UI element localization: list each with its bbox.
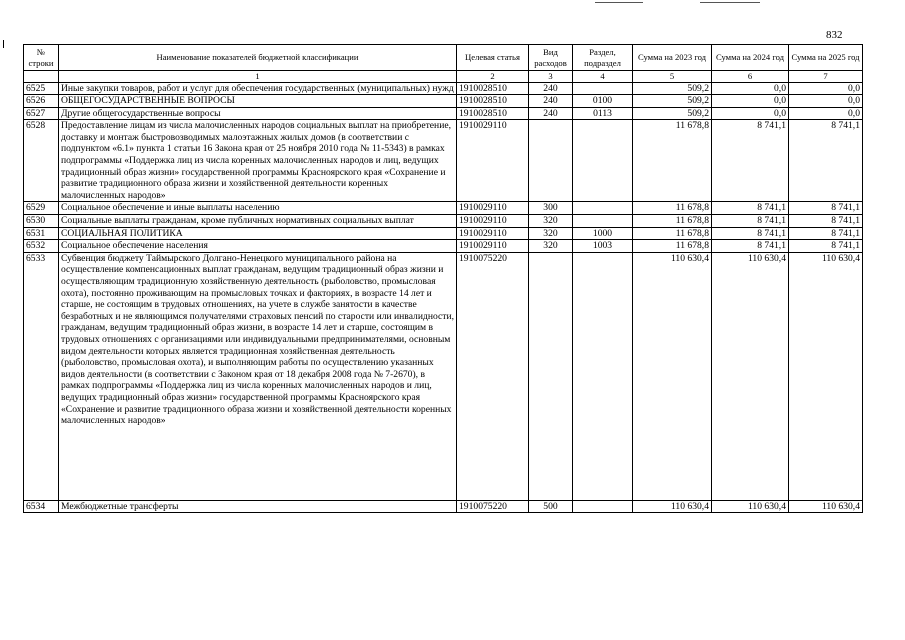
row-sum-2024: 0,0: [712, 107, 789, 120]
row-target: 1910075220: [457, 500, 529, 513]
table-row: [24, 500, 863, 513]
col-header-section: Раздел, подраздел: [573, 45, 633, 71]
row-section: [573, 252, 633, 500]
row-name: Социальное обеспечение населения: [59, 240, 457, 253]
row-name: Межбюджетные трансферты: [59, 500, 457, 513]
row-target: 1910029110: [457, 120, 529, 202]
row-section: [573, 202, 633, 215]
top-rule-right: [700, 2, 760, 3]
row-sum-2025: 8 741,1: [789, 202, 863, 215]
row-section: [573, 82, 633, 95]
table-row: [24, 120, 863, 202]
row-sum-2023: 110 630,4: [633, 252, 712, 500]
col-number: 1: [59, 71, 457, 83]
page-number: 832: [826, 29, 843, 41]
row-section: [573, 120, 633, 202]
table-row: [24, 240, 863, 253]
row-kind: 320: [529, 215, 573, 228]
table-row: [24, 95, 863, 108]
col-header-2023: Сумма на 2023 год: [633, 45, 712, 71]
row-sum-2023: 11 678,8: [633, 202, 712, 215]
row-name: Иные закупки товаров, работ и услуг для обеспечения государственных (муниципальных) нужд: [59, 82, 457, 95]
row-sum-2025: 0,0: [789, 82, 863, 95]
row-sum-2023: 509,2: [633, 107, 712, 120]
row-target: 1910028510: [457, 107, 529, 120]
row-sum-2025: 0,0: [789, 107, 863, 120]
col-header-target: Целевая статья: [457, 45, 529, 71]
row-sum-2023: 11 678,8: [633, 120, 712, 202]
row-sum-2024: 110 630,4: [712, 252, 789, 500]
table-row: [24, 202, 863, 215]
row-name: Социальные выплаты гражданам, кроме публичных нормативных социальных выплат: [59, 215, 457, 228]
row-name: Социальное обеспечение и иные выплаты населению: [59, 202, 457, 215]
row-sum-2024: 8 741,1: [712, 202, 789, 215]
row-sum-2025: 8 741,1: [789, 227, 863, 240]
row-sum-2024: 8 741,1: [712, 215, 789, 228]
col-number: 3: [529, 71, 573, 83]
row-sum-2025: 8 741,1: [789, 120, 863, 202]
row-target: 1910028510: [457, 95, 529, 108]
row-sum-2023: 509,2: [633, 95, 712, 108]
row-sum-2025: 8 741,1: [789, 240, 863, 253]
row-sum-2023: 110 630,4: [633, 500, 712, 513]
row-sum-2025: 8 741,1: [789, 215, 863, 228]
row-name: Предоставление лицам из числа малочисленных народов социальных выплат на приобретение, доставку и монтаж быстровозводимых малоэтажных жилых домов (в соответствии с подпунктом «6.1» пункта 1 статьи 16 Закона края от 25 ноября 2010 года № 11-5343) в рамках подпрограммы «Поддержка лиц из числа коренных малочисленных народов и лиц, ведущих традиционный образ жизни» государственной программы Красноярского края «Сохранение и развитие традиционного образа жизни и хозяйственной деятельности коренных малочисленных народов»: [59, 120, 457, 202]
row-number: 6530: [24, 215, 59, 228]
row-name: СОЦИАЛЬНАЯ ПОЛИТИКА: [59, 227, 457, 240]
row-number: 6531: [24, 227, 59, 240]
row-section: [573, 215, 633, 228]
col-header-2025: Сумма на 2025 год: [789, 45, 863, 71]
col-number: 2: [457, 71, 529, 83]
col-header-kind: Вид расходов: [529, 45, 573, 71]
row-sum-2024: 110 630,4: [712, 500, 789, 513]
row-kind: 500: [529, 500, 573, 513]
top-rule-left: [595, 2, 643, 3]
col-number: [24, 71, 59, 83]
table-row: [24, 107, 863, 120]
row-kind: 320: [529, 227, 573, 240]
row-sum-2024: 8 741,1: [712, 227, 789, 240]
col-number: 6: [712, 71, 789, 83]
row-name: Другие общегосударственные вопросы: [59, 107, 457, 120]
col-number: 4: [573, 71, 633, 83]
header-row: [24, 45, 863, 71]
table-row: [24, 252, 863, 500]
row-number: 6533: [24, 252, 59, 500]
row-target: 1910029110: [457, 202, 529, 215]
row-target: 1910029110: [457, 215, 529, 228]
row-sum-2024: 8 741,1: [712, 120, 789, 202]
row-number: 6526: [24, 95, 59, 108]
row-section: [573, 500, 633, 513]
row-sum-2023: 509,2: [633, 82, 712, 95]
budget-table: [23, 44, 863, 513]
row-kind: [529, 120, 573, 202]
row-sum-2025: 0,0: [789, 95, 863, 108]
row-name: ОБЩЕГОСУДАРСТВЕННЫЕ ВОПРОСЫ: [59, 95, 457, 108]
row-target: 1910029110: [457, 240, 529, 253]
table-row: [24, 227, 863, 240]
row-section: 1003: [573, 240, 633, 253]
row-kind: 240: [529, 107, 573, 120]
table-row: [24, 215, 863, 228]
row-sum-2024: 0,0: [712, 82, 789, 95]
row-target: 1910075220: [457, 252, 529, 500]
col-header-2024: Сумма на 2024 год: [712, 45, 789, 71]
row-section: 1000: [573, 227, 633, 240]
row-sum-2024: 0,0: [712, 95, 789, 108]
row-name: Субвенция бюджету Таймырского Долгано-Ненецкого муниципального района на осуществление компенсационных выплат гражданам, ведущим традиционный образ жизни и осуществляющим традиционную хозяйственную деятельность (рыболовство, промысловая охота), постоянно проживающим на промысловых точках и факториях, в возрасте 14 лет и старше, не состоящим в трудовых отношениях, на учете в службе занятости в качестве безработных и не являющимся получателями страховых пенсий по старости или инвалидности, гражданам, ведущим традиционный образ жизни, в возрасте 14 лет и старше, состоящим в трудовых отношениях с организациями или индивидуальными предпринимателями, основным видом деятельности которых является традиционная хозяйственная деятельность (рыболовство, промысловая охота), и выполняющим работы по осуществлению указанных видов деятельности (в соответствии с Законом края от 18 декабря 2008 года № 7-2670), в рамках подпрограммы «Поддержка лиц из числа коренных малочисленных народов и лиц, ведущих традиционный образ жизни» государственной программы Красноярского края «Сохранение и развитие традиционного образа жизни и хозяйственной деятельности коренных малочисленных народов»: [59, 252, 457, 500]
row-target: 1910029110: [457, 227, 529, 240]
row-number: 6528: [24, 120, 59, 202]
row-sum-2025: 110 630,4: [789, 500, 863, 513]
row-kind: 240: [529, 82, 573, 95]
row-sum-2024: 8 741,1: [712, 240, 789, 253]
row-section: 0113: [573, 107, 633, 120]
col-header-name: Наименование показателей бюджетной классификации: [59, 45, 457, 71]
column-number-row: [24, 71, 863, 83]
col-number: 7: [789, 71, 863, 83]
row-sum-2023: 11 678,8: [633, 215, 712, 228]
col-header-row-number: № строки: [24, 45, 59, 71]
row-sum-2023: 11 678,8: [633, 240, 712, 253]
row-number: 6534: [24, 500, 59, 513]
row-kind: 240: [529, 95, 573, 108]
row-kind: 320: [529, 240, 573, 253]
row-number: 6529: [24, 202, 59, 215]
row-kind: 300: [529, 202, 573, 215]
col-number: 5: [633, 71, 712, 83]
row-target: 1910028510: [457, 82, 529, 95]
row-kind: [529, 252, 573, 500]
row-number: 6527: [24, 107, 59, 120]
row-number: 6525: [24, 82, 59, 95]
row-section: 0100: [573, 95, 633, 108]
table-row: [24, 82, 863, 95]
row-number: 6532: [24, 240, 59, 253]
row-sum-2025: 110 630,4: [789, 252, 863, 500]
row-sum-2023: 11 678,8: [633, 227, 712, 240]
margin-tick: [3, 40, 4, 48]
